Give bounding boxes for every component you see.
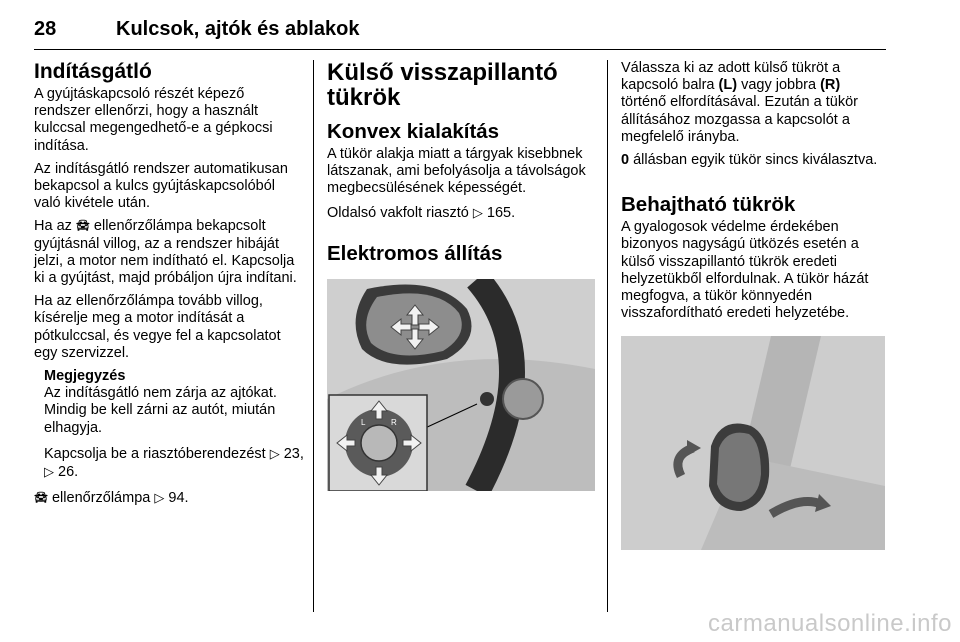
page-number: 28 bbox=[34, 18, 57, 40]
folding-mirror-illustration bbox=[621, 336, 885, 550]
paragraph bbox=[621, 152, 889, 169]
text: 26. bbox=[54, 464, 79, 481]
paragraph: Az indításgátló nem zárja az ajtókat. Mindig be kell zárni az autót, miután elhagyja. bbox=[44, 385, 277, 436]
paragraph: A gyújtáskapcsoló részét képező rendszer ellenőrzi, hogy a használt kulccsal megengedhető-e a gépkocsi indítása. bbox=[34, 86, 273, 154]
paragraph: Ha az ellenőrzőlámpa tovább villog, kísérelje meg a motor indítását a pótkulccsal, és vegye fel a kapcsolatot egy szervizzel. bbox=[34, 293, 281, 361]
column-immobilizer bbox=[34, 60, 304, 513]
immobilizer-warning-icon: 🚘︎ bbox=[75, 220, 90, 233]
text: Oldalsó vakfolt riasztó bbox=[327, 204, 473, 221]
paragraph: A tükör alakja miatt a tárgyak kisebbnek látszanak, ami befolyásolja a távolságok megbecsülésének képességét. bbox=[327, 146, 586, 197]
section-title-mirrors: Külső visszapillantó tükrök bbox=[327, 59, 558, 111]
text: Válassza ki az adott külső tükröt a kapcsoló balra bbox=[621, 60, 841, 94]
paragraph bbox=[34, 218, 304, 287]
mirror-control-illustration bbox=[327, 279, 595, 491]
text: állásban egyik tükör sincs kiválasztva. bbox=[629, 152, 878, 169]
immobilizer-warning-icon: 🚘︎ bbox=[34, 492, 48, 505]
text: 23, bbox=[279, 445, 304, 462]
paragraph bbox=[34, 489, 304, 507]
cross-reference-arrow-icon[interactable]: ▷ bbox=[269, 445, 280, 461]
cross-reference-arrow-icon[interactable]: ▷ bbox=[472, 204, 483, 220]
subsection-title-electric: Elektromos állítás bbox=[327, 241, 503, 265]
column-divider bbox=[607, 60, 608, 612]
subsection-title-folding: Behajtható tükrök bbox=[621, 193, 796, 217]
watermark: carmanualsonline.info bbox=[708, 610, 952, 637]
subsection-title-convex: Konvex kialakítás bbox=[327, 120, 500, 143]
note-box bbox=[34, 368, 304, 481]
note-title: Megjegyzés bbox=[44, 368, 126, 385]
column-mirror-selection bbox=[621, 60, 889, 550]
svg-text:R: R bbox=[391, 417, 397, 427]
text: vagy jobbra bbox=[737, 77, 821, 94]
text: 94. bbox=[164, 490, 189, 507]
column-divider bbox=[313, 60, 314, 612]
text: Ha az bbox=[34, 218, 76, 235]
column-mirrors bbox=[327, 60, 595, 491]
cross-reference-arrow-icon[interactable]: ▷ bbox=[44, 464, 54, 480]
paragraph: A gyalogosok védelme érdekében bizonyos nagyságú ütközés esetén a külső visszapillantó tükrök eredeti helyzetükből elfordulnak. A tükör házát megfogva, a tükör könnyedén visszafordítható eredeti helyzetébe. bbox=[621, 219, 869, 322]
chapter-title: Kulcsok, ajtók és ablakok bbox=[116, 18, 360, 40]
section-title-immobilizer: Indításgátló bbox=[34, 60, 152, 83]
text: 0 bbox=[621, 152, 630, 169]
paragraph: Az indításgátló rendszer automatikusan bekapcsol a kulcs gyújtáskapcsolóból való kivétele után. bbox=[34, 160, 288, 212]
text: (L) bbox=[718, 77, 738, 94]
page-header bbox=[34, 14, 886, 50]
svg-text:L: L bbox=[361, 417, 366, 427]
text: (R) bbox=[820, 77, 841, 94]
text: 165. bbox=[482, 204, 516, 221]
text: történő elfordításával. Ezután a tükör állításához mozgassa a kapcsolót a megfelelő irányba. bbox=[621, 94, 858, 145]
text: ellenőrzőlámpa bbox=[47, 490, 155, 507]
text: Kapcsolja be a riasztóberendezést bbox=[44, 445, 270, 462]
paragraph bbox=[327, 204, 595, 222]
paragraph bbox=[44, 445, 304, 481]
paragraph bbox=[621, 60, 889, 146]
text: ellenőrzőlámpa bekapcsolt gyújtásnál villog, az a rendszer hibáját jelzi, a motor nem indítható el. Kapcsolja ki a gyújtást, majd próbáljon újra indítani. bbox=[34, 218, 297, 287]
cross-reference-arrow-icon[interactable]: ▷ bbox=[154, 490, 165, 506]
